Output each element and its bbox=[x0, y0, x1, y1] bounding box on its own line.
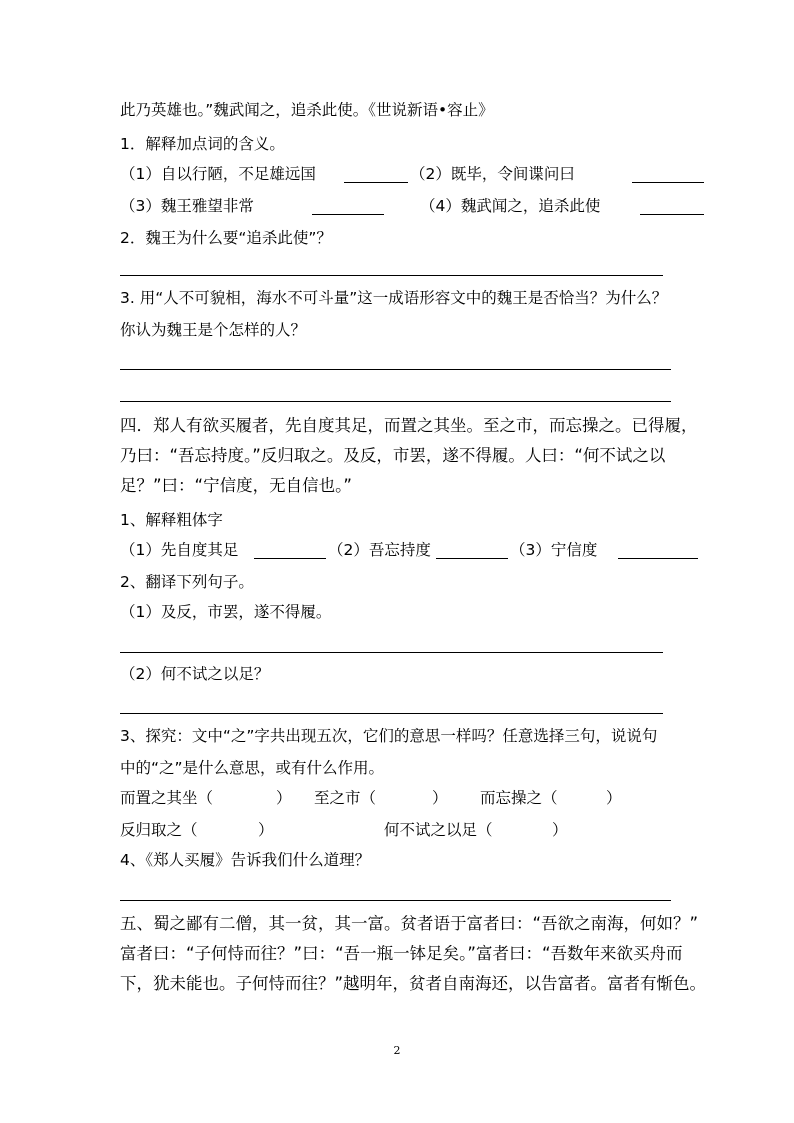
zhi-item: 而忘操之（ bbox=[480, 789, 558, 807]
question-item: （2）既毕，令间谍问曰 bbox=[410, 165, 575, 183]
answer-blank[interactable] bbox=[344, 182, 408, 183]
answer-blank[interactable] bbox=[640, 214, 704, 215]
answer-line[interactable] bbox=[120, 652, 663, 653]
zhi-close: ） bbox=[276, 789, 292, 807]
answer-line[interactable] bbox=[120, 275, 663, 276]
passage-line: 四．郑人有欲买履者，先自度其足，而置之其坐。至之市，而忘操之。已得履， bbox=[120, 416, 698, 435]
question-heading: 3、探究：文中“之”字共出现五次，它们的意思一样吗？任意选择三句，说说句 bbox=[120, 727, 658, 745]
passage-line: 此乃英雄也。”魏武闻之，追杀此使。《世说新语•容止》 bbox=[120, 101, 494, 119]
question-line: 中的“之”是什么意思，或有什么作用。 bbox=[120, 759, 385, 777]
question-item: （1）自以行陋，不足雄远国 bbox=[120, 165, 316, 183]
passage-line: 五、蜀之鄙有二僧，其一贫，其一富。贫者语于富者曰：“吾欲之南海，何如？” bbox=[120, 914, 699, 933]
zhi-close: ） bbox=[552, 821, 568, 839]
question-item: （3）宁信度 bbox=[510, 541, 598, 559]
answer-line[interactable] bbox=[120, 713, 663, 714]
zhi-close: ） bbox=[606, 789, 622, 807]
question-item: （4）魏武闻之，追杀此使 bbox=[420, 197, 601, 215]
question-heading: 4、《郑人买履》告诉我们什么道理？ bbox=[120, 851, 371, 869]
question-item: （1）先自度其足 bbox=[120, 541, 239, 559]
zhi-item: 至之市（ bbox=[314, 789, 377, 807]
question-line: 你认为魏王是个怎样的人？ bbox=[120, 321, 307, 339]
answer-line[interactable] bbox=[120, 369, 671, 370]
passage-line: 乃曰：“吾忘持度。”反归取之。及反，市罢，遂不得履。人曰：“何不试之以 bbox=[120, 446, 666, 465]
zhi-item: 何不试之以足（ bbox=[384, 821, 493, 839]
question-item: （2）吾忘持度 bbox=[328, 541, 431, 559]
zhi-close: ） bbox=[258, 821, 274, 839]
zhi-item: 反归取之（ bbox=[120, 821, 198, 839]
answer-line[interactable] bbox=[120, 900, 671, 901]
question-heading: 3. 用“人不可貌相，海水不可斗量”这一成语形容文中的魏王是否恰当？为什么？ bbox=[120, 289, 668, 307]
zhi-close: ） bbox=[432, 789, 448, 807]
page-number: 2 bbox=[393, 1044, 401, 1057]
answer-blank[interactable] bbox=[632, 182, 704, 183]
passage-line: 足？”曰：“宁信度，无自信也。” bbox=[120, 476, 352, 495]
answer-line[interactable] bbox=[120, 401, 671, 402]
answer-blank[interactable] bbox=[254, 558, 326, 559]
question-heading: 1、解释粗体字 bbox=[120, 511, 223, 529]
passage-line: 富者曰：“子何恃而往？”曰：“吾一瓶一钵足矣。”富者曰：“吾数年来欲买舟而 bbox=[120, 944, 683, 963]
question-heading: 1．解释加点词的含义。 bbox=[120, 135, 285, 153]
zhi-item: 而置之其坐（ bbox=[120, 789, 214, 807]
answer-blank[interactable] bbox=[436, 558, 508, 559]
question-item: （3）魏王雅望非常 bbox=[120, 197, 254, 215]
question-item: （1）及反，市罢，遂不得履。 bbox=[120, 603, 332, 621]
answer-blank[interactable] bbox=[312, 214, 384, 215]
passage-line: 下，犹未能也。子何恃而往？”越明年，贫者自南海还，以告富者。富者有惭色。 bbox=[120, 974, 707, 993]
question-heading: 2、翻译下列句子。 bbox=[120, 573, 254, 591]
question-item: （2）何不试之以足？ bbox=[120, 665, 270, 683]
answer-blank[interactable] bbox=[618, 558, 698, 559]
question-heading: 2．魏王为什么要“追杀此使”？ bbox=[120, 229, 332, 247]
